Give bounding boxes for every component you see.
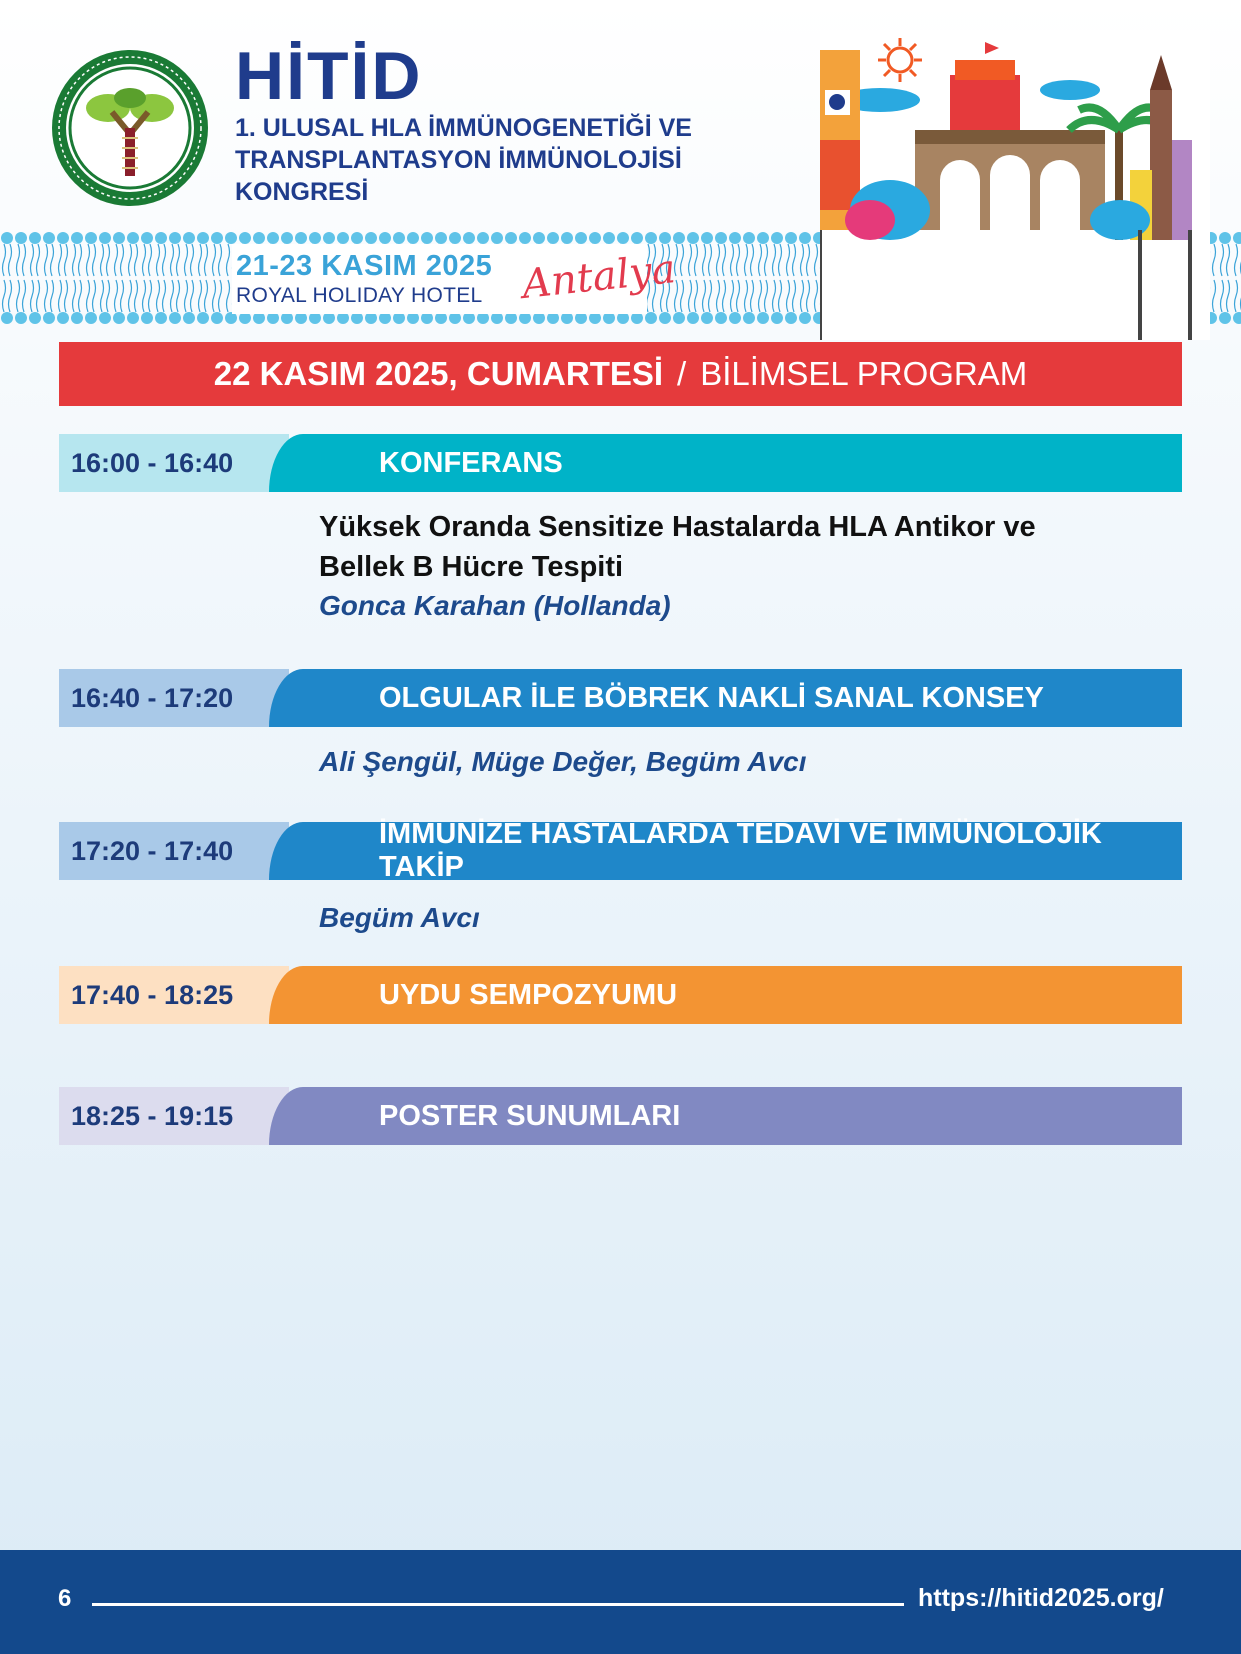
header <box>0 0 1241 330</box>
congress-venue: ROYAL HOLIDAY HOTEL <box>236 284 483 307</box>
talk-title-line1: Yüksek Oranda Sensitize Hastalarda HLA Antikor ve <box>319 511 1036 543</box>
session-uydu-sempozyumu <box>59 966 1182 1024</box>
brand-subtitle-line2: TRANSPLANTASYON İMMÜNOLOJİSİ <box>235 146 682 174</box>
footer-divider <box>92 1603 904 1606</box>
website-link[interactable]: https://hitid2025.org/ <box>918 1584 1164 1612</box>
session-time: 17:20 - 17:40 <box>59 822 289 880</box>
congress-branding <box>235 40 755 208</box>
session-title: UYDU SEMPOZYUMU <box>269 966 1182 1024</box>
speaker: Begüm Avcı <box>319 902 480 933</box>
session-title: POSTER SUNUMLARI <box>269 1087 1182 1145</box>
brand-title: HİTİD <box>235 38 423 114</box>
day-date: 22 KASIM 2025, CUMARTESİ <box>213 355 664 392</box>
talk-title-line2: Bellek B Hücre Tespiti <box>319 551 624 583</box>
session-title: KONFERANS <box>269 434 1182 492</box>
session-title: İMMUNİZE HASTALARDA TEDAVİ VE İMMÜNOLOJİK TAKİP <box>269 822 1182 880</box>
program-label: BİLİMSEL PROGRAM <box>700 355 1028 392</box>
congress-dates: 21-23 KASIM 2025 <box>236 250 493 282</box>
session-time: 17:40 - 18:25 <box>59 966 289 1024</box>
antalya-illustration <box>820 30 1210 340</box>
session-title: OLGULAR İLE BÖBREK NAKLİ SANAL KONSEY <box>269 669 1182 727</box>
city-script: Antalya <box>520 246 678 308</box>
session-sanal-konsey <box>59 669 1182 727</box>
session-poster-sunumlari <box>59 1087 1182 1145</box>
banner-separator: / <box>677 355 687 392</box>
session-immunize-hastalarda <box>59 818 1182 883</box>
session-time: 18:25 - 19:15 <box>59 1087 289 1145</box>
speaker: Ali Şengül, Müge Değer, Begüm Avcı <box>319 746 807 777</box>
speaker: Gonca Karahan (Hollanda) <box>319 590 671 621</box>
day-banner <box>59 342 1182 406</box>
session-time: 16:40 - 17:20 <box>59 669 289 727</box>
page-number: 6 <box>58 1585 72 1612</box>
society-logo <box>50 48 210 208</box>
brand-subtitle-line3: KONGRESİ <box>235 178 369 206</box>
session-time: 16:00 - 16:40 <box>59 434 289 492</box>
brand-subtitle-line1: 1. ULUSAL HLA İMMÜNOGENETİĞİ VE <box>235 114 692 142</box>
session-konferans <box>59 434 1182 492</box>
